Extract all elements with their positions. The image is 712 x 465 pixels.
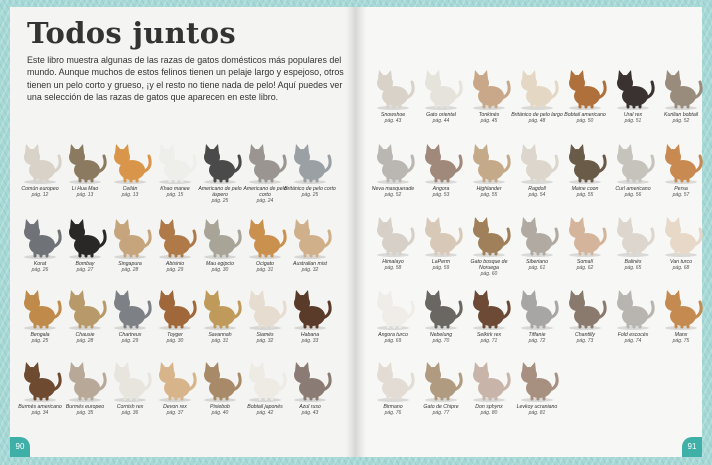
breed-page-ref: pág. 32 — [301, 267, 319, 273]
cat-photo — [195, 140, 245, 184]
breed-page-ref: pág. 72 — [528, 338, 546, 344]
breed-name: Siberiano — [526, 259, 548, 265]
cat-photo — [464, 286, 514, 330]
breed-page-ref: pág. 48 — [528, 118, 546, 124]
breed-name: Común europeo — [21, 186, 59, 192]
breed-item — [559, 213, 611, 271]
cat-photo — [60, 286, 110, 330]
breed-item — [367, 358, 419, 416]
breed-page-ref: pág. 73 — [576, 338, 594, 344]
breed-page-ref: pág. 68 — [672, 265, 690, 271]
breed-item — [367, 286, 419, 344]
breed-name: Tonkinés — [478, 112, 500, 118]
breed-page-ref: pág. 59 — [432, 265, 450, 271]
cat-photo — [608, 213, 658, 257]
breed-page-ref: pág. 12 — [31, 192, 49, 198]
cat-photo — [15, 358, 65, 402]
breed-item — [607, 286, 659, 344]
breed-item — [559, 286, 611, 344]
breed-page-ref: pág. 55 — [480, 192, 498, 198]
breed-name: Maine coon — [571, 186, 599, 192]
breed-item — [284, 358, 336, 416]
cat-photo — [240, 215, 290, 259]
page-title: Todos juntos — [27, 16, 236, 50]
cat-photo — [150, 215, 200, 259]
breed-name: Angora — [432, 186, 450, 192]
breed-item — [655, 286, 707, 344]
breed-name: Nebelung — [429, 332, 453, 338]
breed-page-ref: pág. 28 — [121, 267, 139, 273]
breed-name: Balinés — [624, 259, 642, 265]
breed-name: Selkirk rex — [476, 332, 502, 338]
cat-photo — [656, 286, 706, 330]
breed-item — [463, 358, 515, 416]
breed-page-ref: pág. 36 — [121, 410, 139, 416]
breed-name: Británico de pelo corto — [284, 186, 336, 192]
breed-name: Chartreux — [118, 332, 142, 338]
breed-page-ref: pág. 50 — [576, 118, 594, 124]
breed-name: Cornish rex — [116, 404, 144, 410]
cat-photo — [560, 66, 610, 110]
breed-page-ref: pág. 29 — [166, 267, 184, 273]
breed-name: Levkoy ucraniano — [516, 404, 558, 410]
cat-photo — [656, 140, 706, 184]
breed-page-ref: pág. 53 — [432, 192, 450, 198]
breed-name: Kurilian bobtail — [663, 112, 699, 118]
breed-item — [511, 66, 563, 124]
breed-name: Highlander — [476, 186, 502, 192]
breed-page-ref: pág. 37 — [166, 410, 184, 416]
cat-photo — [15, 286, 65, 330]
breed-name: Savannah — [208, 332, 232, 338]
breed-name: Bobtail japonés — [247, 404, 283, 410]
breed-item — [463, 140, 515, 198]
cat-photo — [368, 66, 418, 110]
cat-photo — [368, 358, 418, 402]
breed-name: Ceilán — [122, 186, 138, 192]
breed-item — [511, 358, 563, 416]
breed-item — [463, 286, 515, 344]
cat-photo — [512, 213, 562, 257]
breed-name: Ragdoll — [528, 186, 546, 192]
breed-name: Devon rex — [163, 404, 187, 410]
breed-page-ref: pág. 25 — [301, 192, 319, 198]
breed-name: Británico de pelo largo — [511, 112, 563, 118]
breed-page-ref: pág. 34 — [31, 410, 49, 416]
cat-photo — [60, 358, 110, 402]
breed-page-ref: pág. 74 — [624, 338, 642, 344]
breed-item — [463, 213, 515, 277]
breed-page-ref: pág. 61 — [528, 265, 546, 271]
breed-item — [284, 215, 336, 273]
breed-page-ref: pág. 42 — [256, 410, 274, 416]
breed-item — [415, 66, 467, 124]
book-gutter — [346, 7, 366, 457]
cat-photo — [560, 213, 610, 257]
breed-name: Neva masquerade — [371, 186, 415, 192]
breed-page-ref: pág. 25 — [31, 338, 49, 344]
cat-photo — [368, 140, 418, 184]
breed-page-ref: pág. 52 — [672, 118, 690, 124]
breed-page-ref: pág. 13 — [76, 192, 94, 198]
breed-page-ref: pág. 29 — [121, 338, 139, 344]
cat-photo — [464, 66, 514, 110]
breed-page-ref: pág. 45 — [480, 118, 498, 124]
breed-page-ref: pág. 15 — [166, 192, 184, 198]
breed-page-ref: pág. 43 — [301, 410, 319, 416]
breed-page-ref: pág. 28 — [76, 338, 94, 344]
breed-name: Ocigato — [256, 261, 274, 267]
breed-item — [415, 213, 467, 271]
breed-name: Toyger — [167, 332, 183, 338]
cat-photo — [656, 66, 706, 110]
breed-item — [511, 140, 563, 198]
breed-page-ref: pág. 65 — [624, 265, 642, 271]
cat-photo — [285, 215, 335, 259]
breed-page-ref: pág. 69 — [384, 338, 402, 344]
breed-page-ref: pág. 32 — [256, 338, 274, 344]
cat-photo — [608, 66, 658, 110]
breed-page-ref: pág. 60 — [480, 271, 498, 277]
breed-item — [367, 213, 419, 271]
cat-photo — [195, 215, 245, 259]
cat-photo — [105, 215, 155, 259]
breed-page-ref: pág. 40 — [211, 410, 229, 416]
breed-page-ref: pág. 25 — [211, 198, 229, 204]
breed-page-ref: pág. 13 — [121, 192, 139, 198]
breed-item — [284, 286, 336, 344]
breed-name: Burmés europeo — [65, 404, 105, 410]
breed-page-ref: pág. 56 — [624, 192, 642, 198]
page-number-right: 91 — [682, 437, 702, 457]
breed-item — [559, 140, 611, 198]
cat-photo — [150, 286, 200, 330]
breed-page-ref: pág. 31 — [256, 267, 274, 273]
breed-page-ref: pág. 52 — [384, 192, 402, 198]
breed-item — [463, 66, 515, 124]
page-number-left: 90 — [10, 437, 30, 457]
cat-photo — [560, 140, 610, 184]
cat-photo — [105, 140, 155, 184]
cat-photo — [195, 358, 245, 402]
cat-photo — [416, 358, 466, 402]
cat-photo — [368, 286, 418, 330]
breed-item — [655, 66, 707, 124]
breed-item — [559, 66, 611, 124]
breed-name: Birmano — [383, 404, 403, 410]
breed-page-ref: pág. 44 — [432, 118, 450, 124]
breed-page-ref: pág. 27 — [76, 267, 94, 273]
cat-photo — [150, 140, 200, 184]
breed-page-ref: pág. 35 — [76, 410, 94, 416]
intro-text: Este libro muestra algunas de las razas de gatos domésticos más populares del mundo. Aunque muchos de estos felinos tienen un pelaje largo y espejoso, otros tienen un pelo corto y grueso, ¡y el resto no tiene nada de pelo! Aquí puedes ver una selección de las razas de gatos que aparecen en este libro. — [27, 55, 344, 103]
cat-photo — [608, 140, 658, 184]
breed-item — [367, 140, 419, 198]
breed-item — [367, 66, 419, 124]
cat-photo — [656, 213, 706, 257]
cat-photo — [560, 286, 610, 330]
breed-page-ref: pág. 81 — [528, 410, 546, 416]
breed-name: Habana — [300, 332, 320, 338]
cat-photo — [105, 358, 155, 402]
breed-page-ref: pág. 24 — [256, 198, 274, 204]
breed-page-ref: pág. 80 — [480, 410, 498, 416]
breed-page-ref: pág. 31 — [211, 338, 229, 344]
breed-name: Mau egipcio — [206, 261, 234, 267]
breed-name: Angora turco — [378, 332, 408, 338]
cat-photo — [464, 140, 514, 184]
breed-name: Bengala — [30, 332, 50, 338]
breed-name: Chausie — [75, 332, 95, 338]
cat-photo — [15, 140, 65, 184]
breed-page-ref: pág. 77 — [432, 410, 450, 416]
breed-page-ref: pág. 62 — [576, 265, 594, 271]
cat-photo — [512, 66, 562, 110]
breed-name: Singapura — [118, 261, 142, 267]
cat-photo — [512, 358, 562, 402]
cat-photo — [240, 286, 290, 330]
breed-name: Snowshoe — [380, 112, 406, 118]
breed-name: Gato de Chipre — [423, 404, 459, 410]
breed-page-ref: pág. 76 — [384, 410, 402, 416]
breed-name: Azul ruso — [299, 404, 321, 410]
breed-name: Bobtail americano — [564, 112, 606, 118]
breed-item — [607, 140, 659, 198]
cat-photo — [368, 213, 418, 257]
breed-name: Gato bosque de Noruega — [470, 259, 508, 271]
breed-page-ref: pág. 51 — [624, 118, 642, 124]
breed-page-ref: pág. 54 — [528, 192, 546, 198]
breed-page-ref: pág. 58 — [384, 265, 402, 271]
breed-page-ref: pág. 30 — [211, 267, 229, 273]
breed-name: Americano de pelo áspero — [198, 186, 242, 198]
cat-photo — [240, 140, 290, 184]
breed-name: Burmés americano — [18, 404, 62, 410]
breed-page-ref: pág. 43 — [384, 118, 402, 124]
breed-item — [655, 213, 707, 271]
breed-page-ref: pág. 57 — [672, 192, 690, 198]
breed-name: Siamés — [256, 332, 274, 338]
breed-name: Pixiebob — [210, 404, 230, 410]
cat-photo — [60, 140, 110, 184]
breed-item — [415, 286, 467, 344]
cat-photo — [512, 140, 562, 184]
breed-name: Khao manee — [160, 186, 190, 192]
breed-item — [511, 286, 563, 344]
breed-name: Van turco — [669, 259, 692, 265]
breed-name: Somalí — [576, 259, 594, 265]
breed-page-ref: pág. 70 — [432, 338, 450, 344]
cat-photo — [15, 215, 65, 259]
cat-photo — [512, 286, 562, 330]
breed-item — [415, 140, 467, 198]
breed-name: Chantilly — [575, 332, 595, 338]
breed-item — [284, 140, 336, 198]
cat-photo — [416, 286, 466, 330]
breed-name: Li Hua Mao — [71, 186, 99, 192]
breed-name: Bombay — [75, 261, 95, 267]
breed-page-ref: pág. 26 — [31, 267, 49, 273]
breed-name: Persa — [674, 186, 688, 192]
cat-photo — [416, 66, 466, 110]
breed-item — [415, 358, 467, 416]
breed-name: Manx — [674, 332, 688, 338]
breed-page-ref: pág. 75 — [672, 338, 690, 344]
breed-name: LaPerm — [431, 259, 451, 265]
cat-photo — [416, 140, 466, 184]
breed-page-ref: pág. 33 — [301, 338, 319, 344]
breed-page-ref: pág. 71 — [480, 338, 498, 344]
breed-name: Ural rex — [623, 112, 643, 118]
breed-page-ref: pág. 30 — [166, 338, 184, 344]
breed-item — [607, 213, 659, 271]
breed-name: Curl americano — [615, 186, 651, 192]
breed-name: Don sphynx — [475, 404, 503, 410]
breed-name: Fold escocés — [617, 332, 649, 338]
breed-name: Tiffanie — [528, 332, 546, 338]
breed-item — [511, 213, 563, 271]
breed-name: Abisinio — [165, 261, 185, 267]
cat-photo — [285, 286, 335, 330]
breed-name: Himalayo — [382, 259, 404, 265]
breed-item — [655, 140, 707, 198]
cat-photo — [240, 358, 290, 402]
breed-name: Americano de pelo corto — [243, 186, 287, 198]
cat-photo — [464, 213, 514, 257]
breed-item — [607, 66, 659, 124]
cat-photo — [285, 140, 335, 184]
cat-photo — [105, 286, 155, 330]
cat-photo — [608, 286, 658, 330]
breed-name: Australian mist — [292, 261, 328, 267]
cat-photo — [416, 213, 466, 257]
cat-photo — [285, 358, 335, 402]
cat-photo — [60, 215, 110, 259]
breed-name: Korat — [33, 261, 47, 267]
cat-photo — [464, 358, 514, 402]
cat-photo — [195, 286, 245, 330]
cat-photo — [150, 358, 200, 402]
breed-name: Gato oriental — [426, 112, 456, 118]
breed-page-ref: pág. 55 — [576, 192, 594, 198]
